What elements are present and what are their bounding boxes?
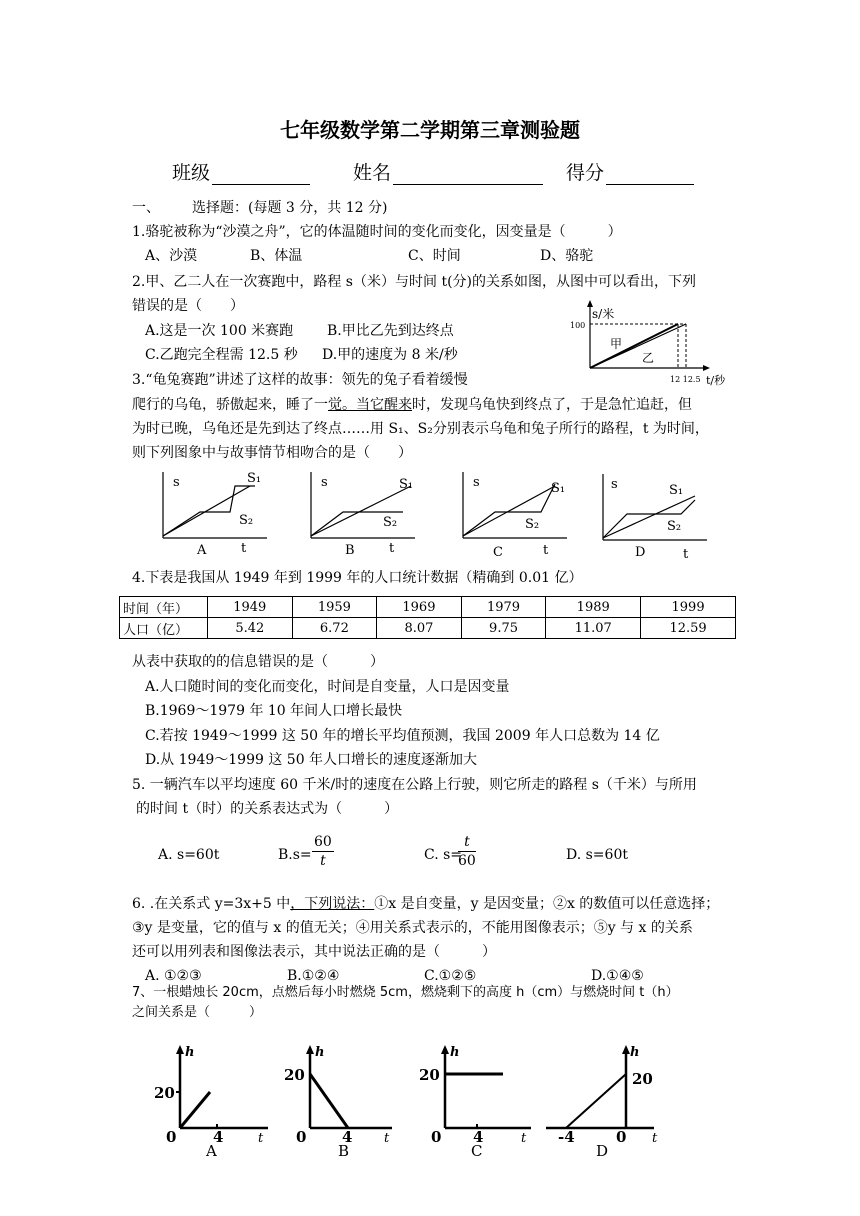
svg-text:s: s bbox=[473, 475, 480, 490]
svg-text:h: h bbox=[630, 1045, 640, 1060]
q5-option-d[interactable]: D. s=60t bbox=[566, 847, 628, 863]
svg-text:S₁: S₁ bbox=[399, 477, 414, 492]
q5-option-c-fraction: $\frac{t}{60}$ bbox=[458, 834, 476, 869]
q3-line4: 则下列图象中与故事情节相吻合的是（ ） bbox=[132, 445, 412, 461]
q2-option-a[interactable]: A.这是一次 100 米赛跑 bbox=[145, 323, 294, 339]
table-row-header: 时间（年） bbox=[120, 597, 208, 618]
name-label: 姓名 bbox=[353, 162, 392, 184]
q2-x-ticks: 12 12.5 bbox=[670, 375, 701, 384]
svg-text:S₁: S₁ bbox=[247, 471, 262, 486]
svg-text:0: 0 bbox=[616, 1128, 627, 1146]
table-row-header: 人口（亿） bbox=[120, 618, 208, 639]
q3a-s2-line bbox=[163, 486, 250, 536]
q1-option-c[interactable]: C、时间 bbox=[408, 248, 461, 264]
table-cell: 1979 bbox=[461, 597, 546, 618]
q3c-letter: C bbox=[493, 545, 503, 558]
svg-text:t: t bbox=[652, 1131, 658, 1146]
table-cell: 1999 bbox=[641, 597, 736, 618]
score-blank[interactable] bbox=[606, 166, 694, 185]
svg-text:0: 0 bbox=[166, 1128, 177, 1146]
q3-graph-b[interactable] bbox=[303, 466, 421, 558]
svg-text:h: h bbox=[450, 1045, 460, 1060]
q4-option-c[interactable]: C.若按 1949～1999 这 50 年的增长平均值预测，我国 2009 年人口总数为 14 亿 bbox=[145, 728, 660, 744]
q3d-s1-line bbox=[603, 496, 695, 538]
class-blank[interactable] bbox=[212, 166, 310, 185]
q2-line1: 2.甲、乙二人在一次赛跑中，路程 s（米）与时间 t(分)的关系如图，从图中可以看出，下列 bbox=[132, 274, 696, 290]
svg-text:t: t bbox=[241, 541, 247, 556]
table-cell: 6.72 bbox=[292, 618, 377, 639]
section-number: 一、 bbox=[132, 200, 160, 216]
q7b-line bbox=[310, 1074, 348, 1128]
svg-text:0: 0 bbox=[296, 1128, 307, 1146]
table-row bbox=[120, 597, 736, 618]
svg-text:20: 20 bbox=[154, 1084, 175, 1102]
table-cell: 1949 bbox=[208, 597, 293, 618]
class-field[interactable] bbox=[172, 158, 310, 185]
q6-option-c[interactable]: C.①②⑤ bbox=[424, 968, 477, 984]
svg-text:S₂: S₂ bbox=[383, 515, 398, 530]
q7a-line bbox=[180, 1092, 210, 1128]
q7c-letter: C bbox=[471, 1142, 483, 1158]
q7d-letter: D bbox=[596, 1142, 609, 1158]
q6-line3: 还可以用列表和图像法表示，其中说法正确的是（ ） bbox=[132, 944, 496, 960]
q6-line1: 6. .在关系式 y=3x+5 中，下列说法：①x 是自变量，y 是因变量；②x 的数值可以任意选择； bbox=[132, 896, 720, 912]
svg-text:t: t bbox=[521, 1131, 527, 1146]
q2-option-b[interactable]: B.甲比乙先到达终点 bbox=[327, 323, 454, 339]
table-cell: 9.75 bbox=[461, 618, 546, 639]
q2-label-jia: 甲 bbox=[610, 337, 623, 351]
table-cell: 12.59 bbox=[641, 618, 736, 639]
q3-graph-c[interactable] bbox=[455, 466, 573, 558]
q2-option-c[interactable]: C.乙跑完全程需 12.5 秒 bbox=[145, 347, 298, 363]
svg-text:h: h bbox=[185, 1045, 195, 1060]
name-blank[interactable] bbox=[393, 166, 543, 185]
q5-option-a[interactable]: A. s=60t bbox=[158, 847, 220, 863]
q1-stem: 1.骆驼被称为“沙漠之舟”，它的体温随时间的变化而变化，因变量是（ ） bbox=[132, 224, 622, 240]
svg-text:4: 4 bbox=[213, 1128, 224, 1146]
score-label: 得分 bbox=[566, 162, 605, 184]
q7-graph-a[interactable] bbox=[150, 1040, 275, 1158]
q1-option-b[interactable]: B、体温 bbox=[250, 248, 303, 264]
q7-graph-c[interactable] bbox=[415, 1040, 540, 1158]
svg-text:s: s bbox=[611, 477, 618, 492]
q7a-letter: A bbox=[206, 1142, 217, 1158]
q2-line2: 错误的是（ ） bbox=[132, 298, 244, 314]
q5-line2: 的时间 t（时）的关系表达式为（ ） bbox=[136, 801, 399, 817]
q2-graph bbox=[566, 296, 736, 388]
table-cell: 8.07 bbox=[377, 618, 462, 639]
class-label: 班级 bbox=[172, 162, 211, 184]
q2-option-d[interactable]: D.甲的速度为 8 米/秒 bbox=[322, 347, 458, 363]
svg-text:s: s bbox=[321, 475, 328, 490]
q2-y-label: s/米 bbox=[592, 307, 615, 321]
svg-text:S₂: S₂ bbox=[667, 519, 682, 534]
q5-option-b-fraction: $\frac{60}{t}$ bbox=[314, 834, 332, 869]
svg-text:s: s bbox=[173, 475, 180, 490]
q6-option-d[interactable]: D.①④⑤ bbox=[591, 968, 644, 984]
q1-option-d[interactable]: D、骆驼 bbox=[540, 248, 594, 264]
svg-text:S₂: S₂ bbox=[525, 517, 540, 532]
svg-text:S₁: S₁ bbox=[551, 481, 566, 496]
q3-line3: 为时已晚，乌龟还是先到达了终点……用 S₁、S₂分别表示乌龟和兔子所行的路程，t 为时间， bbox=[132, 421, 709, 437]
q7-graph-b[interactable] bbox=[280, 1040, 405, 1158]
q3-graph-a[interactable] bbox=[155, 466, 273, 558]
svg-text:20: 20 bbox=[632, 1070, 653, 1088]
svg-text:4: 4 bbox=[342, 1128, 353, 1146]
svg-text:4: 4 bbox=[473, 1128, 484, 1146]
page-title: 七年级数学第二学期第三章测验题 bbox=[280, 118, 580, 142]
svg-text:20: 20 bbox=[284, 1066, 305, 1084]
table-cell: 1969 bbox=[377, 597, 462, 618]
svg-text:t: t bbox=[384, 1131, 390, 1146]
q2-x-label: t/秒 bbox=[706, 374, 726, 387]
q6-line2: ③y 是变量，它的值与 x 的值无关；④用关系式表示的，不能用图像表示；⑤y 与 x 的关系 bbox=[132, 920, 693, 936]
svg-text:S₂: S₂ bbox=[239, 513, 254, 528]
svg-text:0: 0 bbox=[431, 1128, 442, 1146]
svg-text:t: t bbox=[258, 1131, 264, 1146]
q3-line1: 3.“龟兔赛跑”讲述了这样的故事：领先的兔子看着缓慢 bbox=[132, 372, 468, 388]
q3b-letter: B bbox=[345, 543, 355, 558]
name-field[interactable] bbox=[353, 158, 543, 185]
population-table bbox=[119, 596, 736, 639]
svg-text:t: t bbox=[389, 541, 395, 556]
svg-text:t: t bbox=[683, 547, 689, 560]
q6-option-a[interactable]: A. ①②③ bbox=[145, 968, 202, 984]
svg-text:S₁: S₁ bbox=[669, 483, 684, 498]
svg-text:h: h bbox=[315, 1045, 325, 1060]
q2-line-yi bbox=[590, 324, 686, 368]
q4-after: 从表中获取的的信息错误的是（ ） bbox=[132, 654, 384, 670]
score-field[interactable] bbox=[566, 158, 694, 185]
q7-graph-d[interactable] bbox=[540, 1040, 670, 1158]
table-cell: 11.07 bbox=[546, 618, 641, 639]
q5-option-c[interactable]: C. s= bbox=[424, 847, 463, 863]
q2-label-yi: 乙 bbox=[642, 351, 655, 365]
q6-option-b[interactable]: B.①②④ bbox=[287, 968, 340, 984]
q4-option-d[interactable]: D.从 1949～1999 这 50 年人口增长的速度逐渐加大 bbox=[145, 752, 478, 768]
q1-option-a[interactable]: A、沙漠 bbox=[145, 248, 198, 264]
q7-line1: 7、一根蜡烛长 20cm，点燃后每小时燃烧 5cm，燃烧剩下的高度 h（cm）与燃烧时间 t（h） bbox=[132, 985, 679, 1000]
q7-line2: 之间关系是（ ） bbox=[132, 1005, 263, 1020]
q3a-letter: A bbox=[197, 543, 207, 558]
q5-option-b[interactable]: B.s= bbox=[278, 847, 312, 863]
table-cell: 1989 bbox=[546, 597, 641, 618]
q3-graph-d[interactable] bbox=[595, 468, 715, 560]
q7d-line bbox=[566, 1074, 626, 1128]
section-heading: 选择题：(每题 3 分，共 12 分) bbox=[192, 200, 388, 216]
q3-line2: 爬行的乌龟，骄傲起来，睡了一觉。当它醒来时，发现乌龟快到终点了，于是急忙追赶，但 bbox=[132, 397, 692, 413]
table-cell: 5.42 bbox=[208, 618, 293, 639]
table-cell: 1959 bbox=[292, 597, 377, 618]
q7b-letter: B bbox=[338, 1142, 350, 1158]
q4-option-b[interactable]: B.1969～1979 年 10 年间人口增长最快 bbox=[145, 703, 403, 719]
q5-line1: 5. 一辆汽车以平均速度 60 千米/时的速度在公路上行驶，则它所走的路程 s（千米）与所用 bbox=[132, 777, 697, 793]
q4-stem: 4.下表是我国从 1949 年到 1999 年的人口统计数据（精确到 0.01 亿） bbox=[132, 570, 583, 586]
svg-text:20: 20 bbox=[419, 1066, 440, 1084]
q3d-letter: D bbox=[635, 545, 646, 560]
table-row bbox=[120, 618, 736, 639]
q2-y-tick: 100 bbox=[570, 321, 586, 330]
q4-option-a[interactable]: A.人口随时间的变化而变化，时间是自变量，人口是因变量 bbox=[145, 679, 510, 695]
svg-text:-4: -4 bbox=[558, 1128, 575, 1146]
svg-text:t: t bbox=[543, 543, 549, 558]
